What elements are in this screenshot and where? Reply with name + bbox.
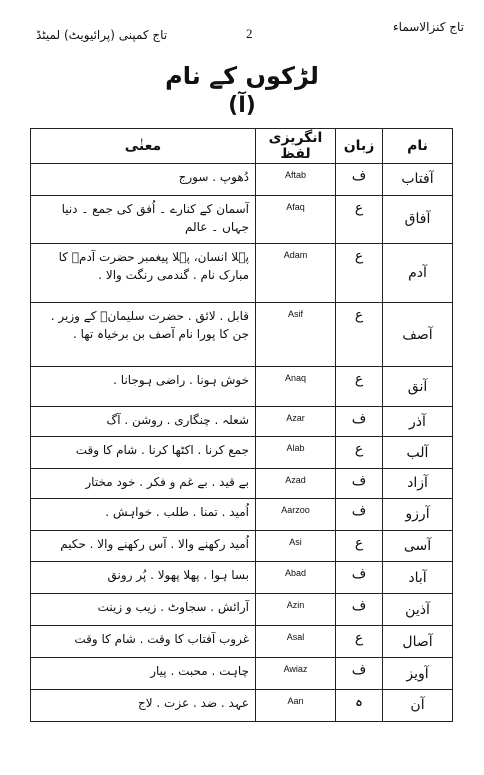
cell-language: ف — [336, 594, 383, 626]
cell-english: Alab — [256, 437, 336, 469]
cell-english: Aan — [256, 689, 336, 721]
cell-name: آلب — [383, 437, 453, 469]
cell-name: آویز — [383, 658, 453, 690]
table-row — [31, 243, 453, 303]
section-letter: (آ) — [228, 93, 256, 118]
cell-name: آرزو — [383, 498, 453, 530]
cell-meaning: جمع کرنا . اکٹھا کرنا . شام کا وقت — [31, 437, 256, 469]
cell-name: آفاق — [383, 195, 453, 243]
cell-language: ف — [336, 498, 383, 530]
cell-name: آدم — [383, 243, 453, 303]
cell-language: ع — [336, 366, 383, 406]
cell-english: Asal — [256, 626, 336, 658]
cell-english: Azad — [256, 468, 336, 498]
table-row — [31, 195, 453, 243]
cell-meaning: قابل . لائق . حضرت سلیمانؑ کے وزیر . جن کا پورا نام آصف بن برخیاہ تھا . — [31, 303, 256, 367]
cell-english: Anaq — [256, 366, 336, 406]
cell-name: آزاد — [383, 468, 453, 498]
cell-meaning: شعلہ . چنگاری . روشن . آگ — [31, 407, 256, 437]
table-header-row — [31, 129, 453, 164]
cell-english: Awiaz — [256, 658, 336, 690]
table-row — [31, 366, 453, 406]
cell-name: آصال — [383, 626, 453, 658]
cell-meaning: بے قید . بے غم و فکر . خود مختار — [31, 468, 256, 498]
cell-meaning: آسمان کے کنارے ۔ اُفق کی جمع ۔ دنیا جہاں ۔ عالم — [31, 195, 256, 243]
table-row — [31, 437, 453, 469]
cell-meaning: اُمید . تمنا . طلب . خواہش . — [31, 498, 256, 530]
cell-meaning: عہد . ضد . عزت . لاج — [31, 689, 256, 721]
cell-english: Asif — [256, 303, 336, 367]
table-row — [31, 498, 453, 530]
table-row — [31, 658, 453, 690]
cell-name: آذر — [383, 407, 453, 437]
names-table — [30, 128, 453, 722]
column-header-english: انگریزی لفظ — [256, 129, 336, 164]
cell-name: آباد — [383, 562, 453, 594]
cell-meaning: دُھوپ . سورج — [31, 164, 256, 196]
table-row — [31, 407, 453, 437]
cell-language: ف — [336, 407, 383, 437]
page-header — [0, 6, 484, 48]
cell-meaning: بسا ہوا . پھلا پھولا . پُر رونق — [31, 562, 256, 594]
column-header-language: زبان — [336, 129, 383, 164]
table-row — [31, 530, 453, 562]
section-title: لڑکوں کے نام — [165, 62, 319, 90]
table-row — [31, 303, 453, 367]
column-header-meaning: معنٰی — [31, 129, 256, 164]
cell-english: Afaq — [256, 195, 336, 243]
table-row — [31, 468, 453, 498]
cell-meaning: چاہت . محبت . پیار — [31, 658, 256, 690]
cell-name: آسی — [383, 530, 453, 562]
book-title: تاج کنزالاسماء — [393, 20, 464, 34]
cell-name: آن — [383, 689, 453, 721]
table-row — [31, 594, 453, 626]
table-row — [31, 164, 453, 196]
cell-language: ہ — [336, 689, 383, 721]
cell-meaning: پہلا انسان، پہلا پیغمبر حضرت آدمؑ کا مبارک نام . گندمی رنگت والا . — [31, 243, 256, 303]
cell-language: ف — [336, 164, 383, 196]
cell-english: Azar — [256, 407, 336, 437]
cell-meaning: غروب آفتاب کا وقت . شام کا وقت — [31, 626, 256, 658]
cell-language: ع — [336, 303, 383, 367]
cell-english: Asi — [256, 530, 336, 562]
table-row — [31, 562, 453, 594]
cell-english: Azin — [256, 594, 336, 626]
cell-language: ع — [336, 626, 383, 658]
column-header-name: نام — [383, 129, 453, 164]
cell-english: Abad — [256, 562, 336, 594]
cell-language: ع — [336, 243, 383, 303]
cell-name: آذین — [383, 594, 453, 626]
cell-meaning: اُمید رکھنے والا . آس رکھنے والا . حکیم — [31, 530, 256, 562]
cell-language: ف — [336, 562, 383, 594]
cell-name: آصف — [383, 303, 453, 367]
table-row — [31, 689, 453, 721]
cell-meaning: آرائش . سجاوٹ . زیب و زینت — [31, 594, 256, 626]
cell-language: ف — [336, 468, 383, 498]
table-row — [31, 626, 453, 658]
cell-language: ف — [336, 658, 383, 690]
cell-meaning: خوش ہونا . راضی ہوجانا . — [31, 366, 256, 406]
page-number: 2 — [246, 26, 253, 41]
cell-english: Adam — [256, 243, 336, 303]
cell-english: Aarzoo — [256, 498, 336, 530]
publisher-name: تاج کمپنی (پرائیویٹ) لمیٹڈ — [36, 28, 168, 42]
cell-name: آنق — [383, 366, 453, 406]
cell-name: آفتاب — [383, 164, 453, 196]
cell-language: ع — [336, 437, 383, 469]
cell-language: ع — [336, 195, 383, 243]
cell-language: ع — [336, 530, 383, 562]
cell-english: Aftab — [256, 164, 336, 196]
